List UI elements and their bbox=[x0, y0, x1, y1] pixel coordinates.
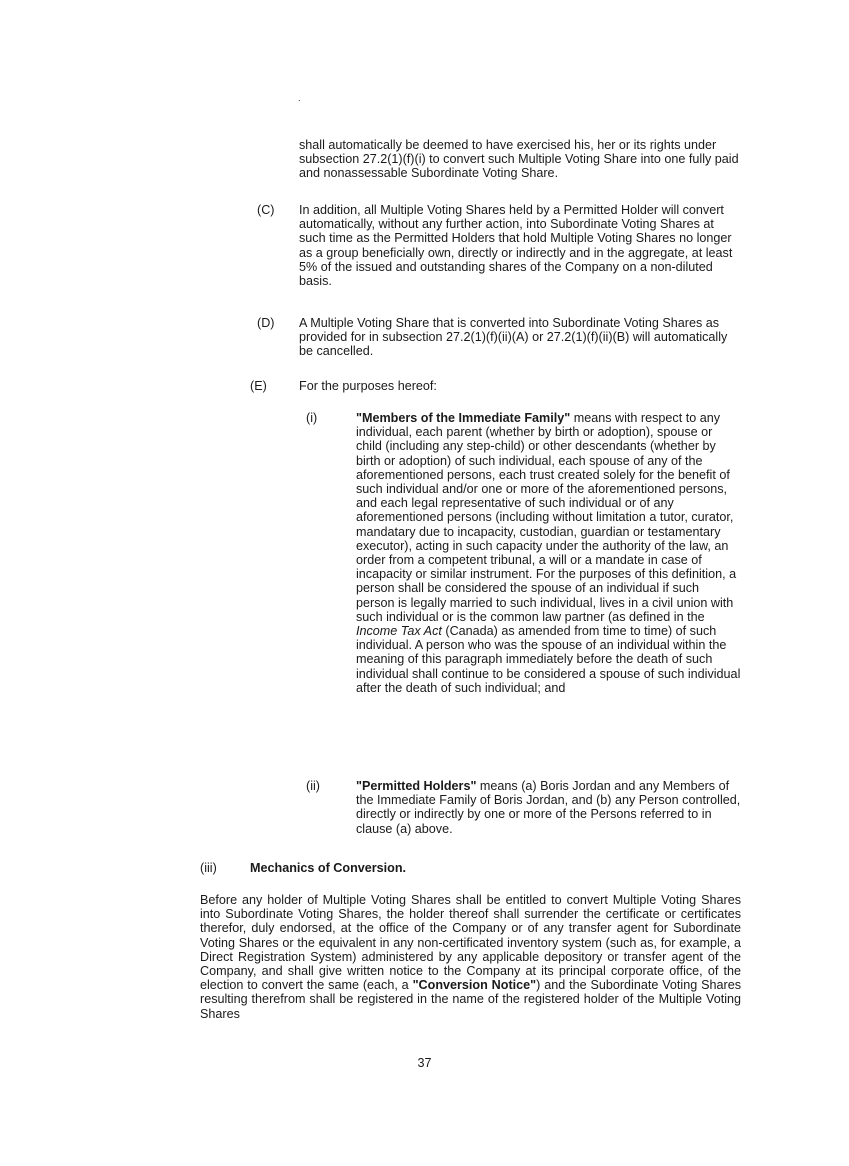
final-paragraph-text-1: Before any holder of Multiple Voting Shares shall be entitled to convert Multiple Voting Shares into Subordinate Voting Shares, the holder thereof shall surrender the certificate or certificates therefor, duly endorsed, at the office of the Company or of any transfer agent for Subordinate Voting Shares or the equivalent in any non-certificated inventory system (such as, for example, a Direct Registration System) administered by any applicable depository or transfer agent of the Company, and shall give written notice to the Company at its principal corporate office, of the election to convert the same (each, a bbox=[200, 893, 741, 993]
stray-dot: . bbox=[298, 93, 301, 103]
item-e-text: For the purposes hereof: bbox=[299, 379, 437, 393]
definition-ii-term: "Permitted Holders" bbox=[356, 779, 477, 793]
definition-ii-text: means (a) Boris Jordan and any Members of the Immediate Family of Boris Jordan, and (b) any Person controlled, directly or indirectly by one or more of the Persons referred to in clause (a) above. bbox=[356, 779, 741, 836]
item-d-text: A Multiple Voting Share that is converted into Subordinate Voting Shares as provided for in subsection 27.2(1)(f)(ii)(A) or 27.2(1)(f)(ii)(B) will automatically be cancelled. bbox=[299, 316, 728, 359]
item-label-d: (D) bbox=[257, 316, 275, 330]
section-label-iii: (iii) bbox=[200, 861, 217, 875]
continuation-paragraph: shall automatically be deemed to have exercised his, her or its rights under subsection 27.2(1)(f)(i) to convert such Multiple Voting Share into one fully paid and nonassessable Subordinate Voting Share. bbox=[299, 138, 739, 181]
item-label-c: (C) bbox=[257, 203, 275, 217]
definition-i bbox=[356, 411, 741, 695]
final-paragraph bbox=[200, 893, 741, 1021]
definition-label-i: (i) bbox=[306, 411, 318, 425]
definition-i-italic: Income Tax Act bbox=[356, 624, 442, 639]
page-number: 37 bbox=[417, 1056, 432, 1070]
definition-i-text-1: means with respect to any individual, each parent (whether by birth or adoption), spouse or child (including any step-child) or other descendants (whether by birth or adoption) of such individual, each spouse of any of the aforementioned persons, each trust created solely for the benefit of such individual and/or one or more of the aforementioned persons, and each legal representative of such individual or of any aforementioned persons (including without limitation a tutor, curator, mandatary due to incapacity, custodian, guardian or testamentary executor), acting in such capacity under the authority of the law, an order from a competent tribunal, a will or a mandate in case of incapacity or similar instrument. For the purposes of this definition, a person shall be considered the spouse of an individual if such person is legally married to such individual, lives in a civil union with such individual or is the common law partner (as defined in the bbox=[356, 411, 737, 624]
definition-label-ii: (ii) bbox=[306, 779, 320, 793]
definition-i-text-2: (Canada) as amended from time to time) of such individual. A person who was the spouse of an individual within the meaning of this paragraph immediately before the death of such individual shall continue to be considered a spouse of such individual after the death of such individual; and bbox=[356, 624, 741, 695]
definition-i-term: "Members of the Immediate Family" bbox=[356, 411, 571, 425]
final-paragraph-term: "Conversion Notice" bbox=[412, 978, 537, 993]
definition-ii bbox=[356, 779, 741, 836]
item-c-text: In addition, all Multiple Voting Shares held by a Permitted Holder will convert automatically, without any further action, into Subordinate Voting Shares at such time as the Permitted Holders that hold Multiple Voting Shares no longer as a group beneficially own, directly or indirectly and in the aggregate, at least 5% of the issued and outstanding shares of the Company on a non-diluted basis. bbox=[299, 203, 733, 289]
section-heading-iii: Mechanics of Conversion. bbox=[250, 861, 407, 875]
final-paragraph-text-2: ) and the Subordinate Voting Shares resulting therefrom shall be registered in the name of the registered holder of the Multiple Voting Shares bbox=[200, 978, 741, 1021]
item-label-e: (E) bbox=[250, 379, 267, 393]
